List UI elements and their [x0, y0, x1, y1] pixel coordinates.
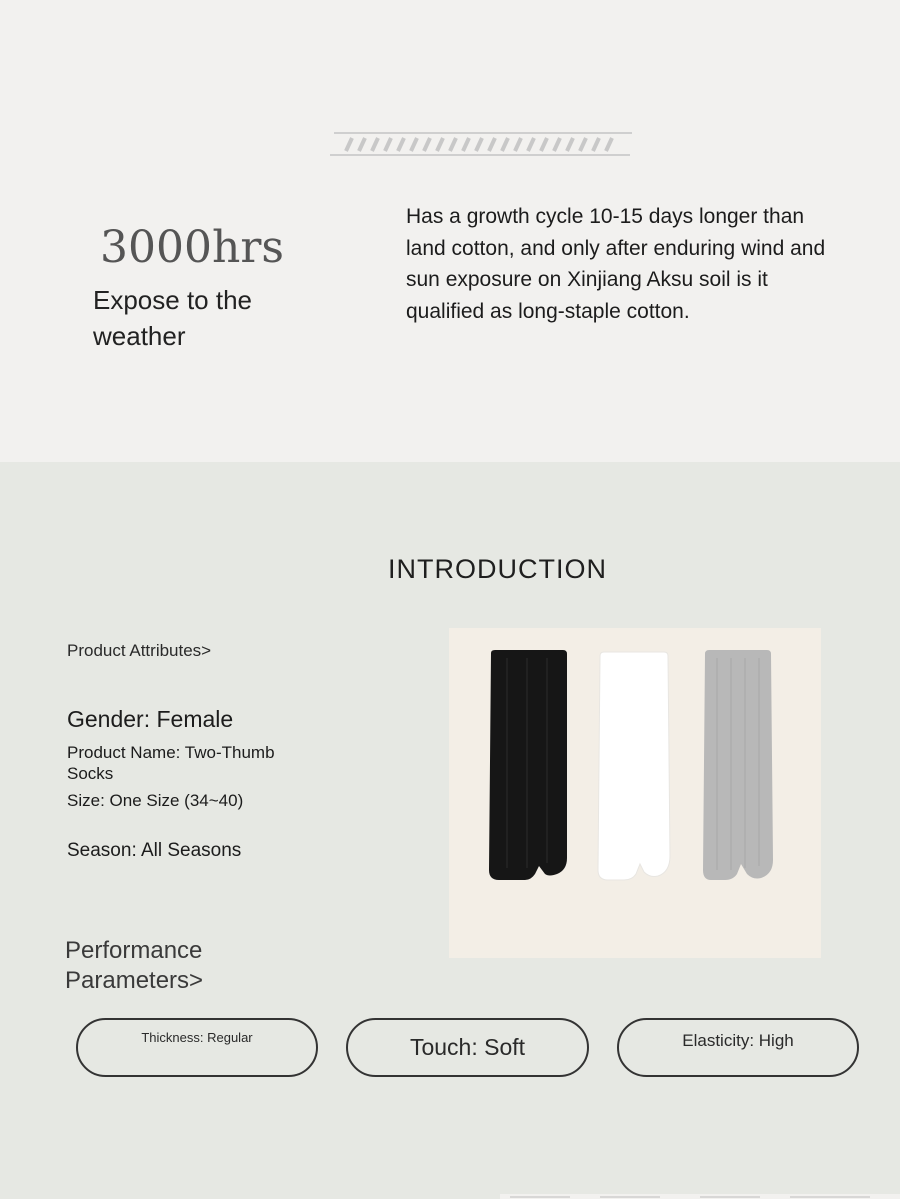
- cotton-description: Has a growth cycle 10-15 days longer than land cotton, and only after enduring wind and sun exposure on Xinjiang Aksu soil is it qualified as long-staple cotton.: [406, 205, 826, 323]
- size-attribute: Size: One Size (34~40): [67, 791, 244, 810]
- sock-shape: [703, 650, 773, 880]
- product-photo: [449, 628, 821, 958]
- touch-parameter-badge: [346, 1018, 589, 1077]
- thickness-parameter-label: Thickness: Regular: [141, 1030, 253, 1045]
- hours-caption: Expose to the weather: [93, 285, 252, 351]
- next-section-edge: [500, 1190, 900, 1199]
- product-attributes-heading: Product Attributes>: [67, 641, 212, 660]
- thickness-parameter-badge: [76, 1018, 318, 1077]
- white-sock-image: [596, 650, 672, 884]
- hours-figure: 3000hrs: [100, 222, 284, 273]
- gender-attribute: Gender: Female: [67, 706, 234, 732]
- season-attribute: Season: All Seasons: [67, 840, 242, 861]
- elasticity-parameter-badge: [617, 1018, 859, 1077]
- cotton-feature-section: [0, 0, 900, 462]
- product-name-attribute: Product Name: Two-Thumb Socks: [67, 743, 275, 783]
- section-title: INTRODUCTION: [388, 554, 607, 584]
- gray-sock-image: [701, 648, 777, 884]
- introduction-section: [0, 462, 900, 1199]
- performance-parameters-heading: Performance Parameters>: [65, 937, 204, 994]
- decorative-stripe-divider: [330, 130, 635, 158]
- sock-shape: [489, 650, 567, 880]
- sock-shape: [598, 652, 670, 880]
- touch-parameter-label: Touch: Soft: [409, 1034, 526, 1060]
- elasticity-parameter-label: Elasticity: High: [682, 1031, 794, 1050]
- black-sock-image: [487, 648, 569, 884]
